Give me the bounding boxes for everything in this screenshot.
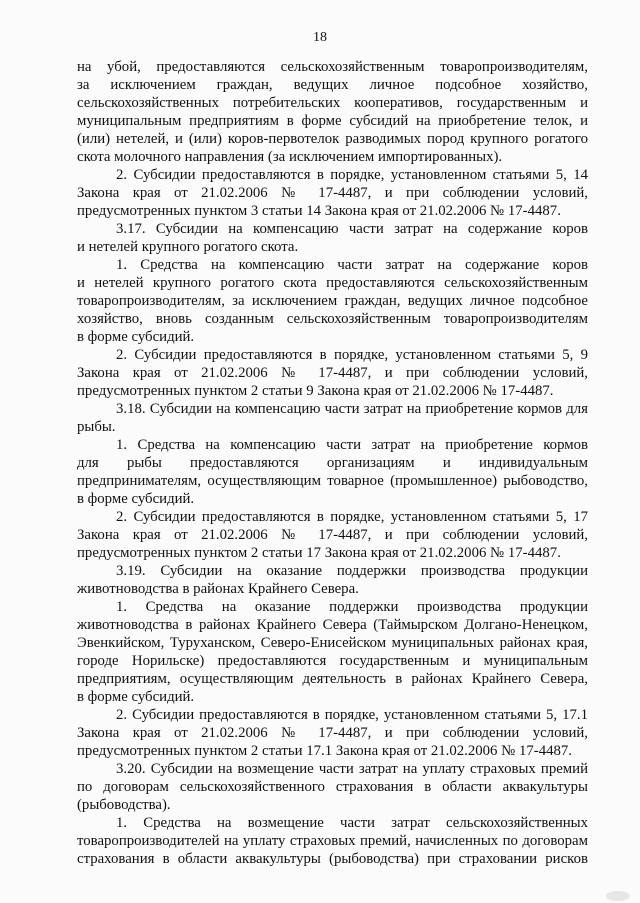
text-line: 1. Средства на возмещение части затрат сельскохозяйственных	[116, 815, 588, 831]
text-line: животноводства в районах Крайнего Севера (Таймырском Долгано-Ненецком,	[77, 617, 588, 633]
text-line: страхования в области аквакультуры (рыбоводства) при страховании рисков	[77, 851, 588, 867]
text-line: городе Норильске) предоставляются государственным и муниципальным	[77, 653, 588, 669]
text-line: 1. Средства на компенсацию части затрат на содержание коров	[116, 257, 588, 273]
text-line: скота молочного направления (за исключением импортированных).	[77, 149, 503, 165]
page-number: 18	[313, 30, 327, 45]
text-line: предусмотренных пунктом 3 статьи 14 Закона края от 21.02.2006 № 17-4487.	[77, 203, 561, 219]
text-line: предприятиям, осуществляющим деятельность в районах Крайнего Севера,	[77, 671, 588, 687]
section-heading-line: рыбы.	[77, 419, 116, 435]
text-line: 2. Субсидии предоставляются в порядке, установленном статьями 5, 9	[116, 347, 588, 363]
section-heading-line: 3.19. Субсидии на оказание поддержки производства продукции	[116, 563, 588, 579]
text-line: 2. Субсидии предоставляются в порядке, установленном статьями 5, 14	[116, 167, 588, 183]
section-heading-line: по договорам сельскохозяйственного страхования в области аквакультуры	[77, 779, 588, 795]
text-line: Эвенкийском, Туруханском, Северо-Енисейском муниципальных районах края,	[77, 635, 588, 651]
text-line: в форме субсидий.	[77, 491, 195, 507]
text-line: и нетелей крупного рогатого скота предоставляются сельскохозяйственным	[77, 275, 588, 291]
section-heading-line: (рыбоводства).	[77, 797, 171, 813]
text-line: предусмотренных пунктом 2 статьи 9 Закона края от 21.02.2006 № 17-4487.	[77, 383, 554, 399]
text-line: на убой, предоставляются сельскохозяйственным товаропроизводителям,	[77, 59, 588, 75]
text-line: для рыбы предоставляются организациям и индивидуальным	[77, 455, 588, 471]
text-line: 1. Средства на компенсацию части затрат на приобретение кормов	[116, 437, 588, 453]
text-line: муниципальным предприятиям в форме субсидий на приобретение телок, и	[77, 113, 588, 129]
text-line: товаропроизводителей на уплату страховых премий, начисленных по договорам	[77, 833, 588, 849]
section-heading-line: животноводства в районах Крайнего Севера.	[77, 581, 359, 597]
section-heading-line: и нетелей крупного рогатого скота.	[77, 239, 299, 255]
text-line: товаропроизводителям, за исключением граждан, ведущих личное подсобное	[77, 293, 588, 309]
text-line: в форме субсидий.	[77, 329, 195, 345]
section-heading-line: 3.18. Субсидии на компенсацию части затрат на приобретение кормов для	[116, 401, 588, 417]
text-line: 1. Средства на оказание поддержки производства продукции	[116, 599, 588, 615]
text-line: сельскохозяйственных потребительских кооперативов, государственным и	[77, 95, 588, 111]
text-line: (или) нетелей, и (или) коров-первотелок разводимых пород крупного рогатого	[77, 131, 588, 147]
text-line: Закона края от 21.02.2006 № 17-4487, и при соблюдении условий,	[77, 527, 588, 543]
section-heading-line: 3.17. Субсидии на компенсацию части затрат на содержание коров	[116, 221, 588, 237]
text-line: Закона края от 21.02.2006 № 17-4487, и при соблюдении условий,	[77, 725, 588, 741]
scan-artifact	[606, 891, 630, 901]
section-heading-line: 3.20. Субсидии на возмещение части затрат на уплату страховых премий	[116, 761, 588, 777]
text-line: предпринимателям, осуществляющим товарное (промышленное) рыбоводство,	[77, 473, 588, 489]
text-line: 2. Субсидии предоставляются в порядке, установленном статьями 5, 17	[116, 509, 588, 525]
text-line: 2. Субсидии предоставляются в порядке, установленном статьями 5, 17.1	[116, 707, 588, 723]
text-line: Закона края от 21.02.2006 № 17-4487, и при соблюдении условий,	[77, 365, 588, 381]
text-line: предусмотренных пунктом 2 статьи 17 Закона края от 21.02.2006 № 17-4487.	[77, 545, 561, 561]
text-line: за исключением граждан, ведущих личное подсобное хозяйство,	[77, 77, 588, 93]
text-line: хозяйство, вновь созданным сельскохозяйственным товаропроизводителям	[77, 311, 588, 327]
text-line: в форме субсидий.	[77, 689, 195, 705]
text-line: предусмотренных пунктом 2 статьи 17.1 Закона края от 21.02.2006 № 17-4487.	[77, 743, 572, 759]
text-line: Закона края от 21.02.2006 № 17-4487, и при соблюдении условий,	[77, 185, 588, 201]
